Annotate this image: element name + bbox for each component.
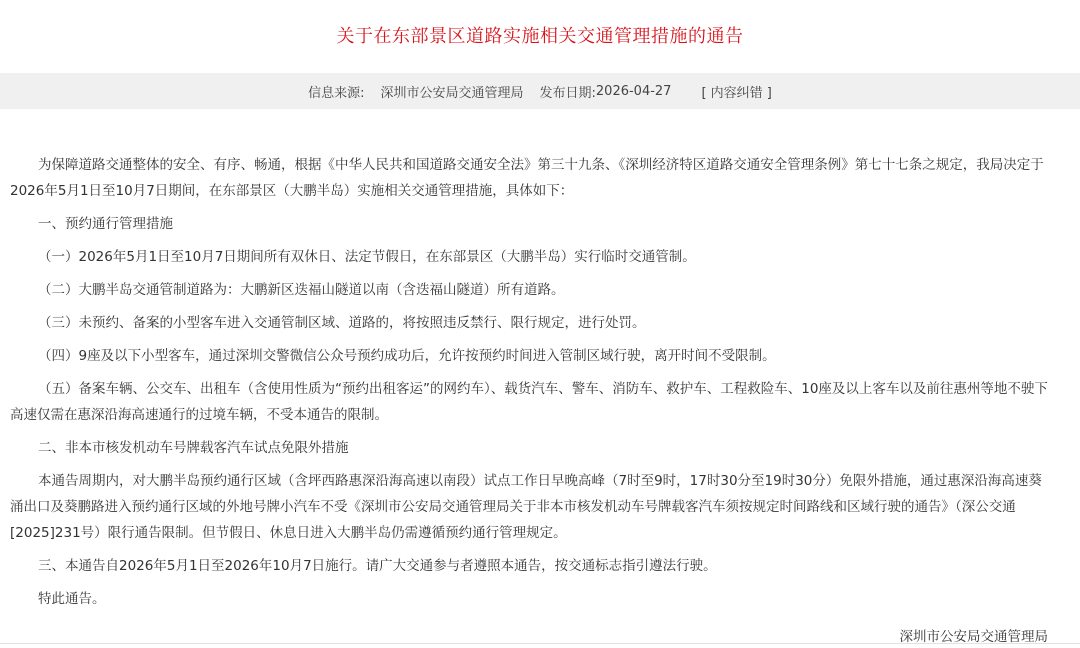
bottom-divider [0,643,1080,644]
closing-line: 特此通告。 [38,591,106,607]
clause-1: （一）2026年5月1日至10月7日期间所有双休日、法定节假日，在东部景区（大鹏半岛）实行临时交通管制。 [38,249,696,265]
clause-3: （三）未预约、备案的小型客车进入交通管制区域、道路的，将按照违反禁行、限行规定，进行处罚。 [38,315,646,331]
date-value: 2026-04-27 [595,83,672,99]
source-label: 信息来源: [308,85,365,101]
signature: 深圳市公安局交通管理局 [899,629,1048,645]
date-label: 发布日期: [539,85,596,101]
article-meta-bar [0,73,1080,109]
article-body [10,152,1050,612]
source-value: 深圳市公安局交通管理局 [380,85,524,101]
clause-2: （二）大鹏半岛交通管制道路为：大鹏新区迭福山隧道以南（含迭福山隧道）所有道路。 [38,282,565,298]
section-heading-2: 二、非本市核发机动车号牌载客汽车试点免限外措施 [38,440,349,456]
page-title: 关于在东部景区道路实施相关交通管理措施的通告 [336,26,744,47]
section-heading-1: 一、预约通行管理措施 [38,216,173,232]
clause-4: （四）9座及以下小型客车，通过深圳交警微信公众号预约成功后，允许按预约时间进入管制区域行驶，离开时间不受限制。 [38,348,776,364]
section-3-paragraph: 三、本通告自2026年5月1日至2026年10月7日施行。请广大交通参与者遵照本通告，按交通标志指引遵法行驶。 [38,558,717,574]
content-correction-link[interactable]: [ 内容纠错 ] [701,85,772,101]
section-2-paragraph: 本通告周期内，对大鹏半岛预约通行区域（含坪西路惠深沿海高速以南段）试点工作日早晚高峰（7时至9时，17时30分至19时30分）免限外措施，通过惠深沿海高速葵涌出口及葵鹏路进入预约通行区域的外地号牌小汽车不受《深圳市公安局交通管理局关于非本市核发机动车号牌载客汽车须按规定时间路线和区域行驶的通告》（深公交通[2025]231号）限行通告限制。但节假日、休息日进入大鹏半岛仍需遵循预约通行管理规定。 [10,473,1042,541]
clause-5: （五）备案车辆、公交车、出租车（含使用性质为“预约出租客运”的网约车）、载货汽车、警车、消防车、救护车、工程救险车、10座及以上客车以及前往惠州等地不驶下高速仅需在惠深沿海高速通行的过境车辆，不受本通告的限制。 [10,381,1048,423]
intro-paragraph: 为保障道路交通整体的安全、有序、畅通，根据《中华人民共和国道路交通安全法》第三十九条、《深圳经济特区道路交通安全管理条例》第七十七条之规定，我局决定于2026年5月1日至10月7日期间，在东部景区（大鹏半岛）实施相关交通管理措施，具体如下： [10,157,1044,199]
